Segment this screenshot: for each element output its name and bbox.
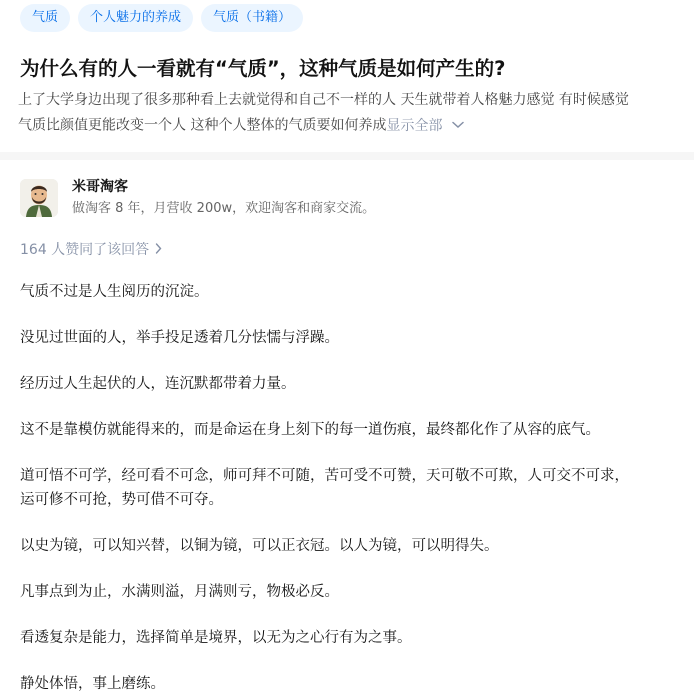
chevron-right-icon (155, 242, 162, 258)
section-divider (0, 152, 694, 160)
topic-tags (20, 4, 674, 34)
question-detail (18, 88, 688, 139)
author-info (20, 176, 674, 220)
answer-paragraph: 凡事点到为止，水满则溢，月满则亏，物极必反。 (20, 584, 339, 600)
answer-paragraph: 这不是靠模仿就能得来的，而是命运在身上刻下的每一道伤痕，最终都化作了从容的底气。 (20, 422, 600, 438)
answer-paragraph: 道可悟不可学，经可看不可念，师可拜不可随，苦可受不可赞，天可敬不可欺，人可交不可求， (20, 468, 629, 484)
answer-paragraph: 经历过人生起伏的人，连沉默都带着力量。 (20, 376, 296, 392)
question-title[interactable]: 为什么有的人一看就有“气质”，这种气质是如何产生的? (20, 57, 506, 80)
answer-content (20, 280, 674, 694)
answer-paragraph: 以史为镜，可以知兴替，以铜为镜，可以正衣冠。以人为镜，可以明得失。 (20, 538, 499, 554)
show-all-button[interactable]: 显示全部 (386, 118, 464, 134)
question-detail-line (18, 113, 688, 139)
answer-paragraph: 没见过世面的人，举手投足透着几分怯懦与浮躁。 (20, 330, 339, 346)
topic-tag[interactable]: 个人魅力的养成 (78, 4, 193, 32)
avatar[interactable] (20, 179, 58, 217)
vote-count[interactable] (20, 240, 674, 260)
author-meta (72, 177, 375, 219)
question-header (0, 0, 694, 150)
answer-paragraph: 静处体悟，事上磨练。 (20, 676, 165, 692)
vote-count-text: 164 人赞同了该回答 (20, 242, 150, 258)
author-bio: 做淘客 8 年，月营收 200w，欢迎淘客和商家交流。 (72, 201, 376, 216)
author-name[interactable]: 米哥淘客 (72, 179, 128, 195)
answer-paragraph: 运可修不可抢，势可借不可夺。 (20, 492, 223, 508)
question-detail-line: 上了大学身边出现了很多那种看上去就觉得和自己不一样的人 天生就带着人格魅力感觉 有时候感觉 (18, 92, 629, 108)
chevron-down-icon (452, 113, 464, 138)
answer-paragraph: 气质不过是人生阅历的沉淀。 (20, 284, 209, 300)
answer-paragraph: 看透复杂是能力，选择简单是境界，以无为之心行有为之事。 (20, 630, 412, 646)
topic-tag[interactable]: 气质 (20, 4, 70, 32)
answer-card (20, 176, 674, 694)
topic-tag[interactable]: 气质（书籍） (201, 4, 303, 32)
question-detail-text: 气质比颜值更能改变一个人 这种个人整体的气质要如何养成 (18, 117, 387, 134)
